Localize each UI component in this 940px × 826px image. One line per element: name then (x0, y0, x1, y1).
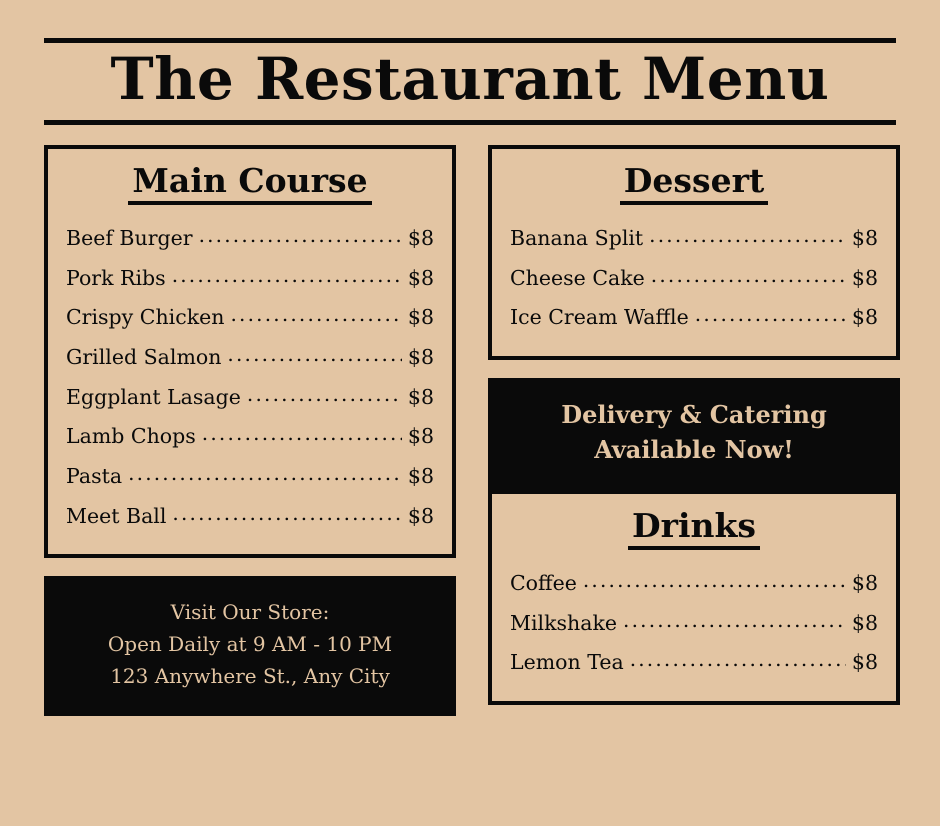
main-course-card (44, 145, 456, 558)
page-title-block (44, 38, 896, 125)
dot-leader (651, 263, 846, 288)
item-price: $8 (407, 305, 434, 330)
dot-leader (247, 382, 402, 407)
item-price: $8 (851, 650, 878, 675)
dessert-title: Dessert (620, 163, 768, 205)
list-item (510, 219, 878, 259)
promo-line-2: Available Now! (594, 434, 794, 464)
item-price: $8 (851, 610, 878, 635)
list-item (510, 604, 878, 644)
item-price: $8 (407, 345, 434, 370)
list-item (66, 497, 434, 537)
item-name: Coffee (510, 570, 577, 595)
item-name: Milkshake (510, 610, 618, 635)
store-info-box (44, 576, 456, 716)
menu-poster (0, 38, 940, 826)
item-name: Ice Cream Waffle (510, 305, 689, 330)
drinks-list (510, 564, 878, 683)
list-item (510, 298, 878, 338)
dot-leader (199, 223, 402, 248)
item-name: Pork Ribs (66, 265, 166, 290)
page-title: The Restaurant Menu (110, 45, 830, 113)
list-item (510, 564, 878, 604)
dot-leader (630, 647, 846, 672)
item-price: $8 (407, 226, 434, 251)
left-column (44, 145, 456, 716)
item-price: $8 (407, 463, 434, 488)
dot-leader (623, 608, 846, 633)
dot-leader (583, 568, 846, 593)
drinks-card (488, 490, 900, 705)
list-item (510, 643, 878, 683)
item-name: Meet Ball (66, 503, 167, 528)
list-item (66, 378, 434, 418)
list-item (66, 298, 434, 338)
item-price: $8 (851, 305, 878, 330)
item-name: Cheese Cake (510, 265, 645, 290)
dessert-list (510, 219, 878, 338)
item-name: Crispy Chicken (66, 305, 225, 330)
dot-leader (172, 501, 401, 526)
drinks-title: Drinks (628, 508, 760, 550)
dot-leader (649, 223, 846, 248)
item-price: $8 (407, 384, 434, 409)
menu-columns (44, 145, 896, 716)
list-item (66, 259, 434, 299)
item-price: $8 (851, 226, 878, 251)
item-price: $8 (851, 265, 878, 290)
item-price: $8 (407, 503, 434, 528)
store-line-3: 123 Anywhere St., Any City (110, 664, 390, 689)
item-name: Eggplant Lasage (66, 384, 241, 409)
promo-box (488, 378, 900, 490)
dot-leader (202, 421, 402, 446)
list-item (66, 219, 434, 259)
dot-leader (695, 302, 846, 327)
item-name: Lamb Chops (66, 424, 196, 449)
dot-leader (172, 263, 402, 288)
list-item (66, 457, 434, 497)
dot-leader (230, 302, 401, 327)
dot-leader (227, 342, 401, 367)
promo-line-1: Delivery & Catering (561, 400, 827, 430)
list-item (66, 338, 434, 378)
store-line-2: Open Daily at 9 AM - 10 PM (107, 632, 393, 657)
main-course-list (66, 219, 434, 536)
list-item (66, 417, 434, 457)
item-price: $8 (407, 265, 434, 290)
right-column (488, 145, 900, 716)
item-name: Grilled Salmon (66, 345, 222, 370)
main-course-title: Main Course (128, 163, 371, 205)
list-item (510, 259, 878, 299)
dot-leader (128, 461, 402, 486)
item-price: $8 (851, 570, 878, 595)
item-name: Banana Split (510, 226, 644, 251)
item-name: Beef Burger (66, 226, 193, 251)
item-name: Lemon Tea (510, 650, 624, 675)
store-line-1: Visit Our Store: (170, 600, 330, 625)
item-name: Pasta (66, 463, 123, 488)
dessert-card (488, 145, 900, 360)
item-price: $8 (407, 424, 434, 449)
